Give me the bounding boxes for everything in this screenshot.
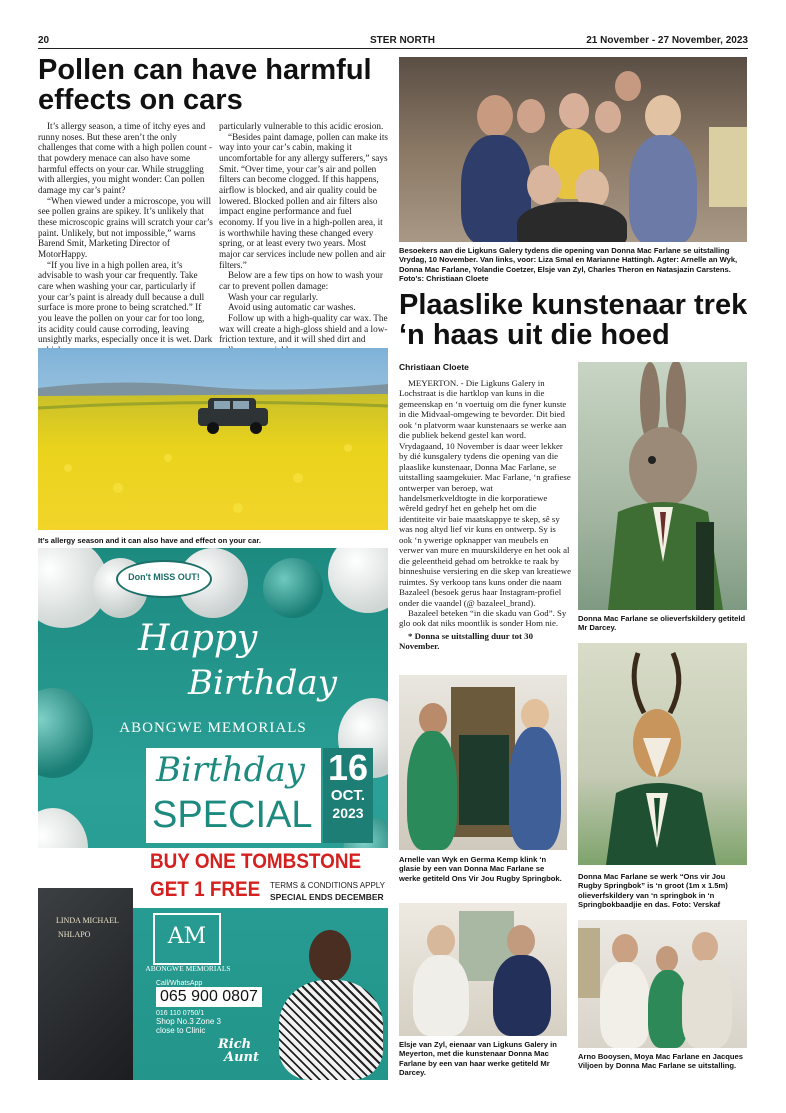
paragraph: It’s allergy season, a time of itchy eyes and runny noses. But these aren’t the only challenges that come with a high pollen count - that powdery menace can also have some harmful effects on your car. While struggling with allergies, you might wonder: Can pollen damage my car’s paint? xyxy=(38,121,213,196)
person-head xyxy=(612,934,638,964)
elsje-donna-photo xyxy=(399,903,567,1036)
phone-number[interactable]: 065 900 0807 xyxy=(156,987,262,1007)
canola-field-photo xyxy=(38,348,388,530)
date-year: 2023 xyxy=(332,805,364,821)
article1-col1 xyxy=(38,121,213,356)
springbok-caption: Donna Mac Farlane se werk “Ons vir Jou Rugby Springbok” is ‘n groot (1m x 1.5m) olieverfskildery van ‘n springbok in ‘n Springbokbaadjie en das. Foto: Verskaf xyxy=(578,872,728,909)
paragraph: Wash your car regularly. xyxy=(228,291,318,302)
person-head xyxy=(427,925,455,957)
paragraph: Bazaleel beteken “in die skadu van God”. Sy glo ook dat niks moontlik is sonder Hom nie. xyxy=(399,607,567,629)
canola-field-illustration xyxy=(38,348,388,530)
springbok-illustration xyxy=(578,643,747,865)
person-body xyxy=(517,202,627,242)
call-label: Call/WhatsApp xyxy=(156,980,203,987)
person-head xyxy=(692,932,718,962)
person-body xyxy=(509,727,561,850)
arno-caption: Arno Booysen, Moya Mac Farlane en Jacques Viljoen by Donna Mac Farlane se uitstalling. xyxy=(578,1052,744,1071)
article2-headline: Plaaslike kunstenaar trek ‘n haas uit die hoed xyxy=(399,289,748,352)
paragraph: particularly vulnerable to this acidic erosion. xyxy=(219,121,384,131)
arnelle-germa-photo xyxy=(399,675,567,850)
company-logo: AM xyxy=(153,913,221,965)
person-head xyxy=(595,101,621,133)
article2-byline: Christiaan Cloete xyxy=(399,362,469,372)
person-head xyxy=(477,95,513,137)
portrait-body xyxy=(279,980,383,1080)
ad-birthday-text: Birthday xyxy=(188,663,337,703)
person-body xyxy=(413,955,469,1036)
canola-photo-caption: It’s allergy season and it can also have and effect on your car. xyxy=(38,536,261,545)
painting-on-wall xyxy=(709,127,747,207)
special-script-text: Birthday xyxy=(156,750,305,790)
person-body xyxy=(407,731,457,850)
issue-date: 21 November - 27 November, 2023 xyxy=(586,35,748,46)
paragraph: “Besides paint damage, pollen can make its way into your car’s cabin, making it uncomfortable for any allergy sufferers,” says Smit. “Over time, your car’s air and pollen filters can become clogged. If this happens, airflow is blocked, and air quality could be lowered. Blocked pollen and air filters also impact engine performance and fuel economy. If you live in a high-pollen area, it is worthwhile having these changed every spring, or at least every two years. Most major car services include new pollen and air filters.” xyxy=(219,131,388,270)
alt-phone: 016 110 0750/1 xyxy=(156,1010,205,1017)
birthday-special-panel xyxy=(146,748,321,843)
address-line-1: Shop No.3 Zone 3 xyxy=(156,1017,221,1026)
header-rule xyxy=(38,48,748,49)
address-line-2: close to Clinic xyxy=(156,1026,206,1035)
arno-moya-jacques-photo xyxy=(578,920,747,1048)
date-month: OCT. xyxy=(330,787,366,804)
person-head xyxy=(615,71,641,101)
ad-happy-text: Happy xyxy=(138,618,258,659)
tombstone-image xyxy=(38,888,133,1080)
woman-portrait xyxy=(274,918,388,1080)
elsje-caption: Elsje van Zyl, eienaar van Ligkuns Galery in Meyerton, met die kunstenaar Donna Mac Farlane by een van haar werke getiteld Mr Darcey. xyxy=(399,1040,557,1077)
person-head xyxy=(559,93,589,129)
publication-name: STER NORTH xyxy=(370,35,435,46)
date-day: 16 xyxy=(327,747,369,788)
paragraph: Below are a few tips on how to wash your car to prevent pollen damage: xyxy=(219,270,383,292)
ad-company-name: ABONGWE MEMORIALS xyxy=(119,720,307,736)
offer-line-2: GET 1 FREE xyxy=(150,878,261,901)
offer-line-1: BUY ONE TOMBSTONE xyxy=(150,850,362,873)
signature-line-2: Aunt xyxy=(224,1050,259,1065)
terms-line-1: TERMS & CONDITIONS APPLY xyxy=(270,881,385,890)
hare-caption: Donna Mac Farlane se olieverfskildery getiteld Mr Darcey. xyxy=(578,614,746,633)
gallery-visitors-photo xyxy=(399,57,747,242)
abongwe-memorials-ad[interactable] xyxy=(38,548,388,1080)
dont-miss-out-badge: Don't MISS OUT! xyxy=(116,560,212,598)
special-text: SPECIAL xyxy=(152,794,313,836)
person-body xyxy=(682,960,732,1048)
exhibition-note: * Donna se uitstalling duur tot 30 November. xyxy=(399,630,533,652)
springbok-painting xyxy=(578,643,747,865)
article1-col2 xyxy=(219,121,389,356)
person-body xyxy=(600,962,650,1048)
painting-on-wall xyxy=(578,928,600,998)
painting-jacket xyxy=(459,735,509,825)
logo-company-name: ABONGWE MEMORIALS xyxy=(145,964,231,973)
balloon-graphic xyxy=(263,558,323,618)
signature-line-1: Rich xyxy=(218,1037,252,1052)
tombstone-name: LINDA MICHAEL xyxy=(56,916,119,925)
balloon-graphic xyxy=(328,548,388,613)
page-number: 20 xyxy=(38,35,50,46)
person-body xyxy=(629,135,697,242)
paragraph: “If you live in a high pollen area, it’s advisable to wash your car frequently. Take care when washing your car, particularly if your car’s paint is already dull because a dull surface is more prone to being scratched.” If you leave the pollen on your car for too long, its acidity could cause corroding, leaving unsightly marks, especially once it is wet. Dark xyxy=(38,259,213,345)
person-head xyxy=(656,946,678,972)
terms-line-2: SPECIAL ENDS DECEMBER xyxy=(270,892,384,902)
signature-text xyxy=(218,1038,259,1064)
person-head xyxy=(507,925,535,957)
tombstone-surname: NHLAPO xyxy=(58,930,91,939)
person-head xyxy=(645,95,681,137)
article2-body xyxy=(399,378,571,652)
person-head xyxy=(527,165,561,205)
paragraph: MEYERTON. - Die Ligkuns Galery in Lochstraat is die hartklop van kuns in die gemeenskap en ‘n voertuig om die fyner kunste in die Midvaal-omgewing te bevorder. Dit bied ook ‘n platvorm waar kunstenaars se werke aan die publiek bekend gestel kan word. Vrydagaand, 10 November is daar weer lekker by dié kunsgalery tydens die opening van die plaaslike kunstenaar, Donna Mac Farlane, se uitstalling saamgekuier. Mac Farlane, ‘n grafiese ontwerper van beroep, wat handelsmerkveldtogte in die korporatiewe wêreld gedryf het en gehelp het om die identiteite vir baie maatskappye te skep, sê sy was nog altyd lief vir kuns en ontwerp. Sy is ook ‘n ywerige opknapper van meubels en verwer van mure en muurskilderye en het ook al die geleentheid gehad om betrokke te raak by binneshuise versiering en die skep van kreatiewe ruimtes. Sy verkoop tans kuns onder die naam Bazaleel (besoek gerus haar Instagram-profiel onder die vaandel (@ bazaleel_brand). xyxy=(399,378,571,608)
portrait-head xyxy=(309,930,351,982)
arnelle-caption: Arnelle van Wyk en Germa Kemp klink ‘n glasie by een van Donna Mac Farlane se werke getiteld Ons Vir Jou Rugby Springbok. xyxy=(399,855,562,883)
date-badge xyxy=(323,748,373,843)
gallery-photo-caption: Besoekers aan die Ligkuns Galery tydens die opening van Donna Mac Farlane se uitstalling Vrydag, 10 November. Van links, voor: Liza Smal en Marianne Hattingh. Agter: Arnelle an Wyk, Donna Mac Farlane, Yolandie Coetzer, Elsje van Zyl, Charles Theron en Natasjazin Carstens. Foto's: Christiaan Cloete xyxy=(399,246,738,283)
paragraph: Avoid using automatic car washes. xyxy=(228,302,356,313)
paragraph: “When viewed under a microscope, you will see pollen grains are spikey. It’s unlikely that these microscopic grains will scratch your car’s paint. Unlikely, but not impossible,” warns Barend Smit, Marketing Director of MotorHappy. xyxy=(38,195,213,260)
person-body xyxy=(493,955,551,1036)
hare-illustration xyxy=(578,362,747,610)
person-head xyxy=(517,99,545,133)
mr-darcey-painting xyxy=(578,362,747,610)
article1-headline: Pollen can have harmful effects on cars xyxy=(38,54,372,117)
paragraph: Follow up with a high-quality car wax. The wax will create a high-gloss shield and a low-friction texture, and it will shed dirt and xyxy=(219,313,388,345)
contact-panel xyxy=(156,980,266,1080)
